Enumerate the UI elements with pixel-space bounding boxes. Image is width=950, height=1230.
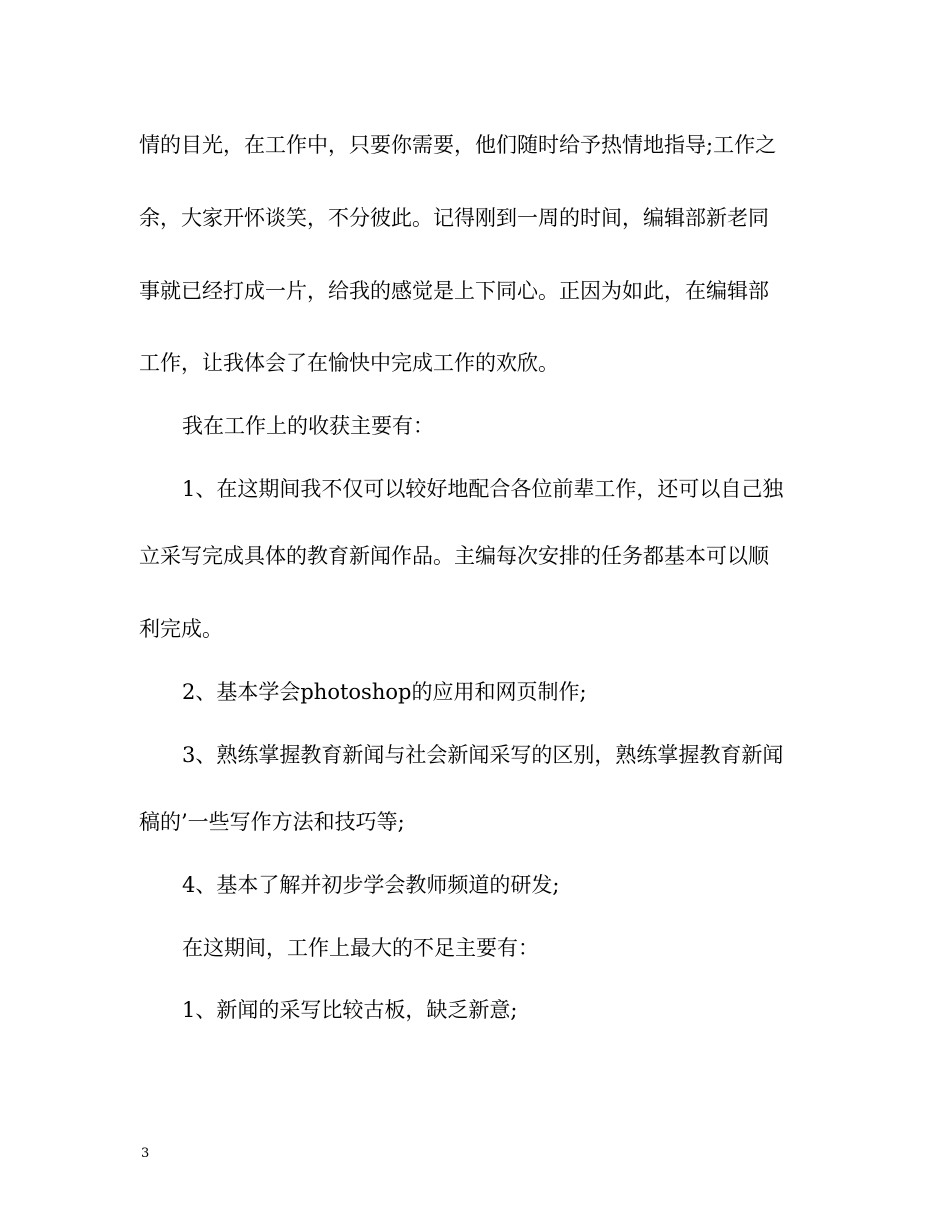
section-heading-shortcomings: 在这期间，工作上最大的不足主要有： xyxy=(182,936,539,960)
body-text-line: 余，大家开怀谈笑，不分彼此。记得刚到一周的时间，编辑部新老同 xyxy=(139,206,769,230)
list-item-gain-3: 3、熟练掌握教育新闻与社会新闻采写的区别，熟练掌握教育新闻 xyxy=(182,743,784,767)
section-heading-gains: 我在工作上的收获主要有： xyxy=(182,414,434,438)
body-text-line: 立采写完成具体的教育新闻作品。主编每次安排的任务都基本可以顺 xyxy=(139,544,769,568)
list-item-gain-4: 4、基本了解并初步学会教师频道的研发; xyxy=(182,873,560,897)
body-text-line: 稿的’一些写作方法和技巧等; xyxy=(139,810,405,834)
page-number: 3 xyxy=(141,1146,150,1161)
body-text-line: 事就已经打成一片，给我的感觉是上下同心。正因为如此，在编辑部 xyxy=(139,279,769,303)
body-text-line: 情的目光，在工作中，只要你需要，他们随时给予热情地指导;工作之 xyxy=(139,133,777,157)
body-text-line: 工作，让我体会了在愉快中完成工作的欢欣。 xyxy=(139,351,559,375)
list-item-gain-1: 1、在这期间我不仅可以较好地配合各位前辈工作，还可以自己独 xyxy=(182,477,784,501)
list-item-shortcoming-1: 1、新闻的采写比较古板，缺乏新意; xyxy=(182,998,518,1022)
body-text-line: 利完成。 xyxy=(139,617,223,641)
list-item-gain-2: 2、基本学会photoshop的应用和网页制作; xyxy=(182,680,587,704)
